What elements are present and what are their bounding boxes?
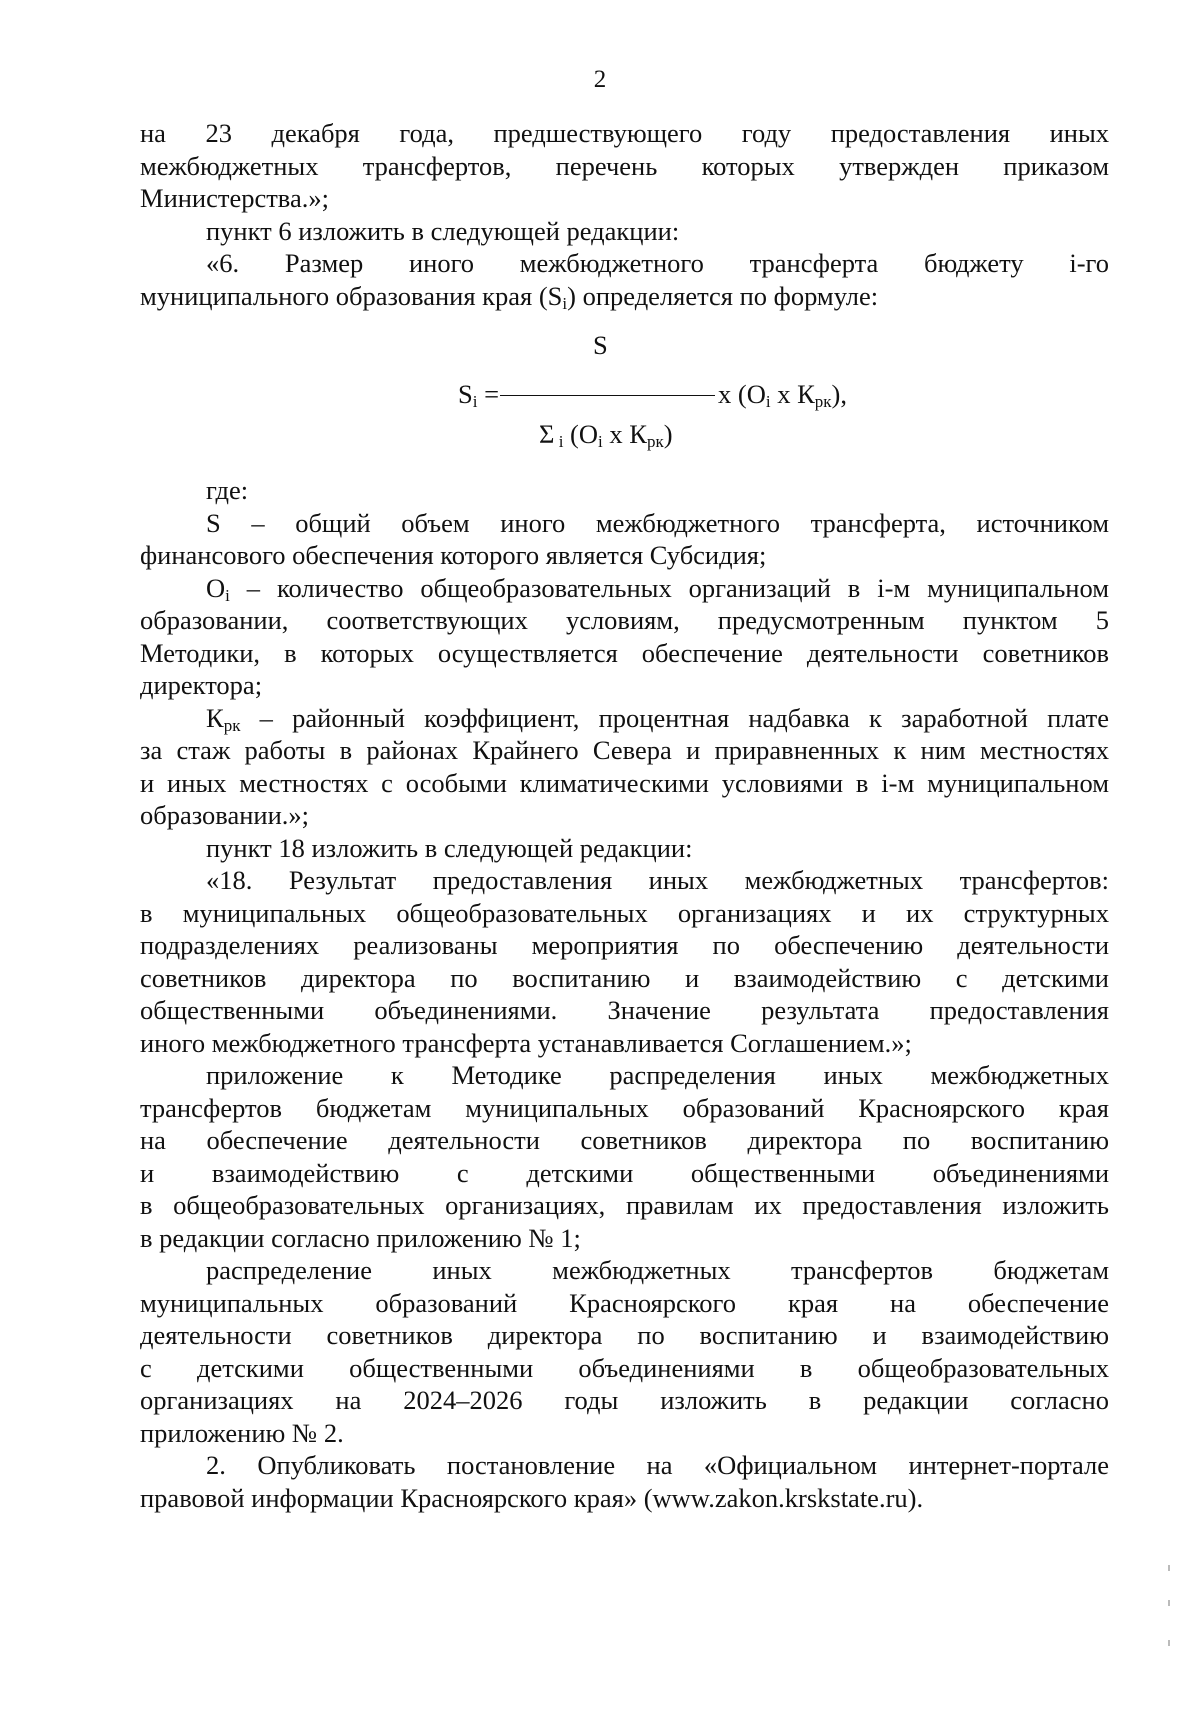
text-line: «18. Результат предоставления иных межбюджетных трансфертов:: [206, 865, 1109, 895]
text-line: приложение к Методике распределения иных межбюджетных: [206, 1060, 1109, 1090]
text-line: с детскими общественными объединениями в общеобразовательных: [140, 1352, 1109, 1383]
formula-lhs: $S_i$ =: [458, 379, 500, 411]
text-line: муниципальных образований Красноярского края на обеспечение: [140, 1287, 1109, 1318]
text-line: правовой информации Красноярского края» (www.zakon.krskstate.ru).: [140, 1482, 924, 1513]
text-line: директора;: [140, 670, 263, 700]
formula: [140, 324, 1109, 464]
paragraph-point-18-header: [140, 832, 1109, 865]
paragraph-intro-continuation: [140, 117, 1109, 215]
text-line: образовании.»;: [140, 800, 310, 830]
text-line: Министерства.»;: [140, 183, 329, 213]
text-line: финансового обеспечения которого является Субсидия;: [140, 540, 767, 570]
text-line: муниципального образования края $(S_i)$ определяется по формуле:: [140, 280, 879, 313]
definition-oi: [140, 572, 1109, 702]
scan-mark: [1168, 1640, 1170, 1646]
paragraph-appendix-1: [140, 1059, 1109, 1254]
text-line: трансфертов бюджетам муниципальных образований Красноярского края: [140, 1092, 1109, 1123]
text-line: где:: [206, 475, 249, 505]
scan-mark: [1168, 1565, 1170, 1571]
text-line: на обеспечение деятельности советников директора по воспитанию: [140, 1125, 1109, 1155]
text-line: и взаимодействию с детскими общественными объединениями: [140, 1157, 1109, 1188]
text-line: межбюджетных трансфертов, перечень которых утвержден приказом: [140, 150, 1109, 181]
text-line: иного межбюджетного трансферта устанавливается Соглашением.»;: [140, 1027, 912, 1058]
text-line: общественными объединениями. Значение результата предоставления: [140, 995, 1109, 1025]
page-number: 2: [593, 66, 607, 93]
text-line: в общеобразовательных организациях, правилам их предоставления изложить: [140, 1190, 1109, 1220]
text-line: в редакции согласно приложению № 1;: [140, 1222, 581, 1253]
text-line: 2. Опубликовать постановление на «Официальном интернет-портале: [206, 1450, 1109, 1480]
paragraph-point-6-header: [140, 215, 1109, 248]
text-line: «6. Размер иного межбюджетного трансферта бюджету i-го: [206, 248, 1109, 278]
paragraph-where: [140, 474, 1109, 507]
text-line: пункт 18 изложить в следующей редакции:: [206, 832, 693, 863]
formula-denominator: Σ $_i$ ($O_i$ x $К_{рк}$): [539, 419, 673, 451]
text-line: образовании, соответствующих условиям, предусмотренным пунктом 5: [140, 605, 1109, 635]
text-line: и иных местностях с особыми климатическими условиями в i-м муниципальном: [140, 767, 1109, 798]
scan-mark: [1168, 1600, 1170, 1606]
text-line: Методики, в которых осуществляется обеспечение деятельности советников: [140, 637, 1109, 668]
text-line: в муниципальных общеобразовательных организациях и их структурных: [140, 897, 1109, 928]
text-line: советников директора по воспитанию и взаимодействию с детскими: [140, 962, 1109, 993]
definition-krk: [140, 702, 1109, 832]
text-line: $O_i$ – количество общеобразовательных организаций в i-м муниципальном: [206, 572, 1109, 605]
text-line: деятельности советников директора по воспитанию и взаимодействию: [140, 1320, 1109, 1350]
formula-rhs: x ($O_i$ x $К_{рк}$),: [718, 379, 847, 411]
document-body: [140, 117, 1109, 1514]
text-line: распределение иных межбюджетных трансфертов бюджетам: [206, 1255, 1109, 1285]
text-line: организациях на 2024–2026 годы изложить в редакции согласно: [140, 1385, 1109, 1415]
text-line: $К_{рк}$ – районный коэффициент, процентная надбавка к заработной плате: [206, 702, 1109, 735]
formula-numerator: S: [593, 330, 608, 360]
text-line: S – общий объем иного межбюджетного трансферта, источником: [206, 507, 1109, 538]
text-line: пункт 6 изложить в следующей редакции:: [206, 215, 680, 246]
paragraph-appendix-2: [140, 1254, 1109, 1449]
fraction-bar: [500, 395, 715, 396]
text-line: за стаж работы в районах Крайнего Севера и приравненных к ним местностях: [140, 735, 1109, 765]
text-line: приложению № 2.: [140, 1417, 344, 1448]
definition-s: [140, 507, 1109, 572]
paragraph-point-18: [140, 864, 1109, 1059]
text-line: подразделениях реализованы мероприятия по обеспечению деятельности: [140, 930, 1109, 960]
text-line: на 23 декабря года, предшествующего году предоставления иных: [140, 118, 1109, 148]
paragraph-point-6: [140, 247, 1109, 312]
paragraph-publish: [140, 1449, 1109, 1514]
